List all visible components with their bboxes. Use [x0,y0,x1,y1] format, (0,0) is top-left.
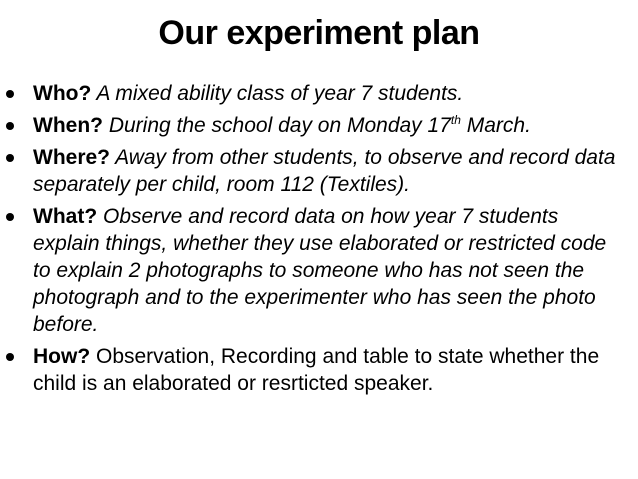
bullet-question: When? [33,114,103,137]
bullet-answer: Observation, Recording and table to state whether the child is an elaborated or resrticted speaker. [33,345,600,395]
bullet-answer: Away from other students, to observe and record data separately per child, room 112 (Textiles). [33,146,616,196]
bullet-answer-superscript: th [450,113,461,127]
bullet-dot-icon [6,154,14,162]
bullet-question: How? [33,345,91,368]
slide-title: Our experiment plan [158,14,480,52]
bullet-item-when [0,112,625,139]
bullet-dot-icon [6,122,14,130]
bullet-list [0,80,625,402]
bullet-answer: Observe and record data on how year 7 students explain things, whether they use elaborated or restricted code to explain 2 photographs to someone who has not seen the photograph and to the experimenter who has seen the photo before. [33,205,607,336]
bullet-question: Who? [33,82,92,105]
bullet-dot-icon [6,353,14,361]
bullet-answer: A mixed ability class of year 7 students. [91,82,464,105]
bullet-question: What? [33,205,98,228]
bullet-item-who [0,80,625,107]
bullet-item-what [0,203,625,338]
bullet-answer: During the school day on Monday 17 [102,114,451,137]
bullet-item-how [0,343,625,397]
bullet-item-where [0,144,625,198]
bullet-question: Where? [33,146,111,169]
bullet-dot-icon [6,90,14,98]
bullet-answer: March. [460,114,531,137]
bullet-dot-icon [6,213,14,221]
